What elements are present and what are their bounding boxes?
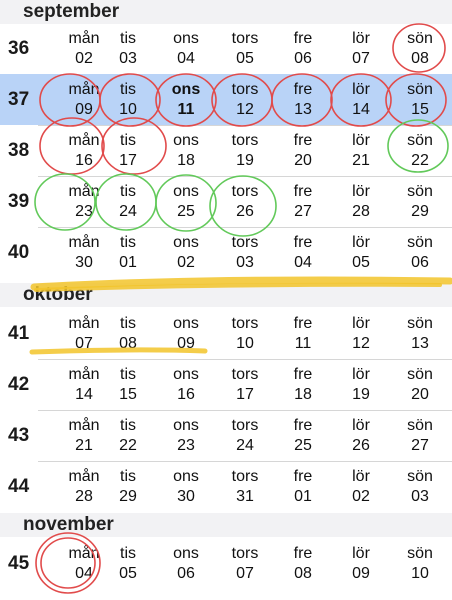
day-cell[interactable]	[275, 23, 331, 74]
day-name: sön	[407, 132, 433, 149]
day-name: tis	[120, 417, 136, 434]
day-cell[interactable]	[333, 125, 389, 176]
day-date: 22	[411, 152, 429, 169]
day-date: 30	[177, 488, 195, 505]
day-name: tis	[120, 30, 136, 47]
day-date: 09	[352, 565, 370, 582]
day-cell[interactable]	[333, 410, 389, 461]
day-name: tors	[231, 132, 259, 149]
day-name: mån	[68, 366, 100, 383]
day-cell[interactable]	[217, 176, 273, 227]
week-row	[0, 410, 452, 461]
day-cell[interactable]	[158, 461, 214, 512]
week-row	[0, 538, 452, 589]
day-cell[interactable]	[275, 227, 331, 278]
day-name: tors	[231, 234, 259, 251]
day-date: 22	[119, 437, 137, 454]
day-date: 19	[352, 386, 370, 403]
day-name: lör	[352, 132, 370, 149]
day-name: fre	[293, 30, 313, 47]
day-name: mån	[68, 234, 100, 251]
day-name: fre	[293, 81, 313, 98]
day-cell[interactable]	[333, 176, 389, 227]
day-name: fre	[293, 545, 313, 562]
day-cell[interactable]	[100, 176, 156, 227]
day-date: 02	[75, 50, 93, 67]
day-date: 07	[236, 565, 254, 582]
day-cell[interactable]	[275, 176, 331, 227]
day-date: 11	[294, 335, 312, 352]
day-cell[interactable]	[392, 176, 448, 227]
day-date: 18	[294, 386, 312, 403]
day-date: 07	[352, 50, 370, 67]
day-name: mån	[68, 30, 100, 47]
day-cell[interactable]	[275, 308, 331, 359]
day-date: 08	[411, 50, 429, 67]
day-cell[interactable]	[392, 308, 448, 359]
day-date: 02	[352, 488, 370, 505]
day-name: tis	[120, 366, 136, 383]
day-date: 29	[119, 488, 137, 505]
day-cell[interactable]	[275, 538, 331, 589]
day-cell[interactable]	[158, 125, 214, 176]
day-date: 07	[75, 335, 93, 352]
day-name: tors	[231, 468, 259, 485]
day-date: 12	[236, 101, 254, 118]
week-number: 42	[8, 374, 30, 395]
day-name: lör	[352, 234, 370, 251]
day-cell[interactable]	[100, 410, 156, 461]
day-name: sön	[407, 366, 433, 383]
day-date: 12	[352, 335, 370, 352]
day-date: 04	[177, 50, 195, 67]
week-row	[0, 23, 452, 74]
day-name: mån	[68, 545, 100, 562]
day-date: 06	[411, 254, 429, 271]
day-cell[interactable]	[217, 227, 273, 278]
day-cell[interactable]	[158, 227, 214, 278]
day-date: 05	[352, 254, 370, 271]
day-cell[interactable]	[333, 74, 389, 125]
day-date: 31	[236, 488, 254, 505]
day-cell[interactable]	[158, 410, 214, 461]
day-name: tis	[120, 468, 136, 485]
day-cell[interactable]	[158, 359, 214, 410]
day-date: 24	[119, 203, 137, 220]
week-number: 40	[8, 242, 30, 263]
day-name: lör	[352, 183, 370, 200]
day-date: 26	[352, 437, 370, 454]
day-name: lör	[352, 315, 370, 332]
day-cell[interactable]	[100, 308, 156, 359]
day-name: mån	[68, 315, 100, 332]
day-date: 10	[119, 101, 137, 118]
day-cell[interactable]	[100, 461, 156, 512]
day-date: 04	[75, 565, 93, 582]
day-name: mån	[68, 417, 100, 434]
day-name: tors	[231, 183, 259, 200]
day-date: 10	[411, 565, 429, 582]
day-date: 03	[119, 50, 137, 67]
day-cell[interactable]	[100, 74, 156, 125]
day-name: sön	[407, 468, 433, 485]
day-date: 25	[177, 203, 195, 220]
day-cell[interactable]	[392, 125, 448, 176]
day-cell[interactable]	[100, 538, 156, 589]
day-name: ons	[173, 183, 199, 200]
day-name: lör	[352, 545, 370, 562]
day-date: 14	[352, 101, 370, 118]
week-row	[0, 461, 452, 512]
day-date: 30	[75, 254, 93, 271]
day-cell[interactable]	[392, 227, 448, 278]
day-name: mån	[68, 468, 100, 485]
week-row	[0, 227, 452, 278]
week-number: 36	[8, 38, 30, 59]
day-cell[interactable]	[333, 227, 389, 278]
day-name: tis	[120, 315, 136, 332]
day-date: 25	[294, 437, 312, 454]
week-number: 38	[8, 140, 30, 161]
day-date: 01	[119, 254, 137, 271]
day-date: 13	[294, 101, 312, 118]
week-number: 41	[8, 323, 30, 344]
day-date: 06	[294, 50, 312, 67]
day-cell[interactable]	[100, 125, 156, 176]
day-date: 06	[177, 565, 195, 582]
day-date: 08	[294, 565, 312, 582]
day-name: sön	[407, 315, 433, 332]
day-date: 27	[294, 203, 312, 220]
day-name: tors	[231, 315, 259, 332]
day-cell[interactable]	[275, 125, 331, 176]
month-header-november: november	[0, 513, 452, 537]
day-date: 10	[236, 335, 254, 352]
day-date: 14	[75, 386, 93, 403]
day-name: fre	[293, 132, 313, 149]
day-name: fre	[293, 183, 313, 200]
day-cell[interactable]	[333, 308, 389, 359]
week-number: 44	[8, 476, 30, 497]
day-cell[interactable]	[217, 308, 273, 359]
day-name: tors	[231, 30, 259, 47]
day-name: tors	[231, 366, 259, 383]
day-date: 08	[119, 335, 137, 352]
day-cell[interactable]	[333, 461, 389, 512]
day-name: ons	[173, 545, 199, 562]
day-date: 21	[352, 152, 370, 169]
week-number: 39	[8, 191, 30, 212]
day-cell[interactable]	[217, 125, 273, 176]
day-date: 23	[177, 437, 195, 454]
day-date: 11	[177, 101, 195, 118]
day-date: 16	[177, 386, 195, 403]
day-name: sön	[407, 545, 433, 562]
day-cell[interactable]	[275, 461, 331, 512]
day-name: tis	[120, 234, 136, 251]
day-name: lör	[352, 417, 370, 434]
day-name: lör	[352, 30, 370, 47]
week-row	[0, 359, 452, 410]
day-cell[interactable]	[333, 359, 389, 410]
day-name: fre	[293, 366, 313, 383]
day-name: ons	[171, 81, 201, 98]
day-name: tors	[231, 81, 259, 98]
day-cell[interactable]	[217, 359, 273, 410]
day-date: 28	[75, 488, 93, 505]
month-header-september: september	[0, 0, 452, 24]
day-name: mån	[68, 183, 100, 200]
day-date: 26	[236, 203, 254, 220]
day-cell[interactable]	[392, 461, 448, 512]
day-date: 02	[177, 254, 195, 271]
day-date: 01	[294, 488, 312, 505]
day-date: 28	[352, 203, 370, 220]
day-date: 21	[75, 437, 93, 454]
day-name: lör	[352, 468, 370, 485]
day-name: ons	[173, 30, 199, 47]
day-cell[interactable]	[217, 538, 273, 589]
day-date: 15	[119, 386, 137, 403]
week-row	[0, 308, 452, 359]
day-name: ons	[173, 132, 199, 149]
week-row	[0, 74, 452, 125]
day-name: fre	[293, 234, 313, 251]
day-name: tors	[231, 545, 259, 562]
day-name: fre	[293, 417, 313, 434]
day-name: sön	[407, 81, 433, 98]
day-name: tis	[120, 545, 136, 562]
day-date: 27	[411, 437, 429, 454]
day-cell[interactable]	[158, 23, 214, 74]
day-date: 24	[236, 437, 254, 454]
day-cell[interactable]	[100, 227, 156, 278]
day-date: 17	[236, 386, 254, 403]
day-cell[interactable]	[275, 359, 331, 410]
day-date: 15	[411, 101, 429, 118]
day-name: tis	[120, 81, 136, 98]
day-name: mån	[68, 132, 100, 149]
day-date: 20	[294, 152, 312, 169]
day-name: tis	[120, 132, 136, 149]
day-cell[interactable]	[100, 23, 156, 74]
day-date: 09	[177, 335, 195, 352]
day-date: 05	[236, 50, 254, 67]
day-date: 23	[75, 203, 93, 220]
day-cell[interactable]	[275, 410, 331, 461]
day-name: mån	[68, 81, 100, 98]
week-row	[0, 125, 452, 176]
day-name: ons	[173, 417, 199, 434]
day-name: ons	[173, 366, 199, 383]
day-cell[interactable]	[158, 176, 214, 227]
day-cell[interactable]	[217, 461, 273, 512]
day-name: lör	[352, 81, 370, 98]
week-number: 45	[8, 553, 30, 574]
day-date: 29	[411, 203, 429, 220]
day-name: lör	[352, 366, 370, 383]
day-name: ons	[173, 315, 199, 332]
week-number: 37	[8, 89, 30, 110]
day-date: 09	[75, 101, 93, 118]
day-date: 20	[411, 386, 429, 403]
day-date: 17	[119, 152, 137, 169]
day-date: 03	[236, 254, 254, 271]
day-name: fre	[293, 468, 313, 485]
day-cell[interactable]	[100, 359, 156, 410]
day-cell[interactable]	[333, 538, 389, 589]
day-cell[interactable]	[392, 410, 448, 461]
day-cell[interactable]	[275, 74, 331, 125]
day-cell[interactable]	[217, 410, 273, 461]
day-name: sön	[407, 183, 433, 200]
day-cell[interactable]	[392, 359, 448, 410]
week-row	[0, 176, 452, 227]
day-date: 03	[411, 488, 429, 505]
day-cell[interactable]	[217, 23, 273, 74]
day-date: 19	[236, 152, 254, 169]
day-name: sön	[407, 417, 433, 434]
day-name: ons	[173, 234, 199, 251]
day-name: fre	[293, 315, 313, 332]
day-date: 04	[294, 254, 312, 271]
day-cell[interactable]	[392, 74, 448, 125]
day-cell[interactable]	[158, 308, 214, 359]
day-cell[interactable]	[217, 74, 273, 125]
day-cell[interactable]	[333, 23, 389, 74]
day-name: sön	[407, 234, 433, 251]
day-date: 13	[411, 335, 429, 352]
day-date: 05	[119, 565, 137, 582]
month-header-oktober: oktober	[0, 283, 452, 307]
week-number: 43	[8, 425, 30, 446]
day-name: tors	[231, 417, 259, 434]
day-name: ons	[173, 468, 199, 485]
day-name: sön	[407, 30, 433, 47]
day-cell[interactable]	[392, 538, 448, 589]
day-date: 16	[75, 152, 93, 169]
day-name: tis	[120, 183, 136, 200]
day-cell[interactable]	[158, 74, 214, 125]
day-cell[interactable]	[158, 538, 214, 589]
day-cell[interactable]	[392, 23, 448, 74]
day-date: 18	[177, 152, 195, 169]
